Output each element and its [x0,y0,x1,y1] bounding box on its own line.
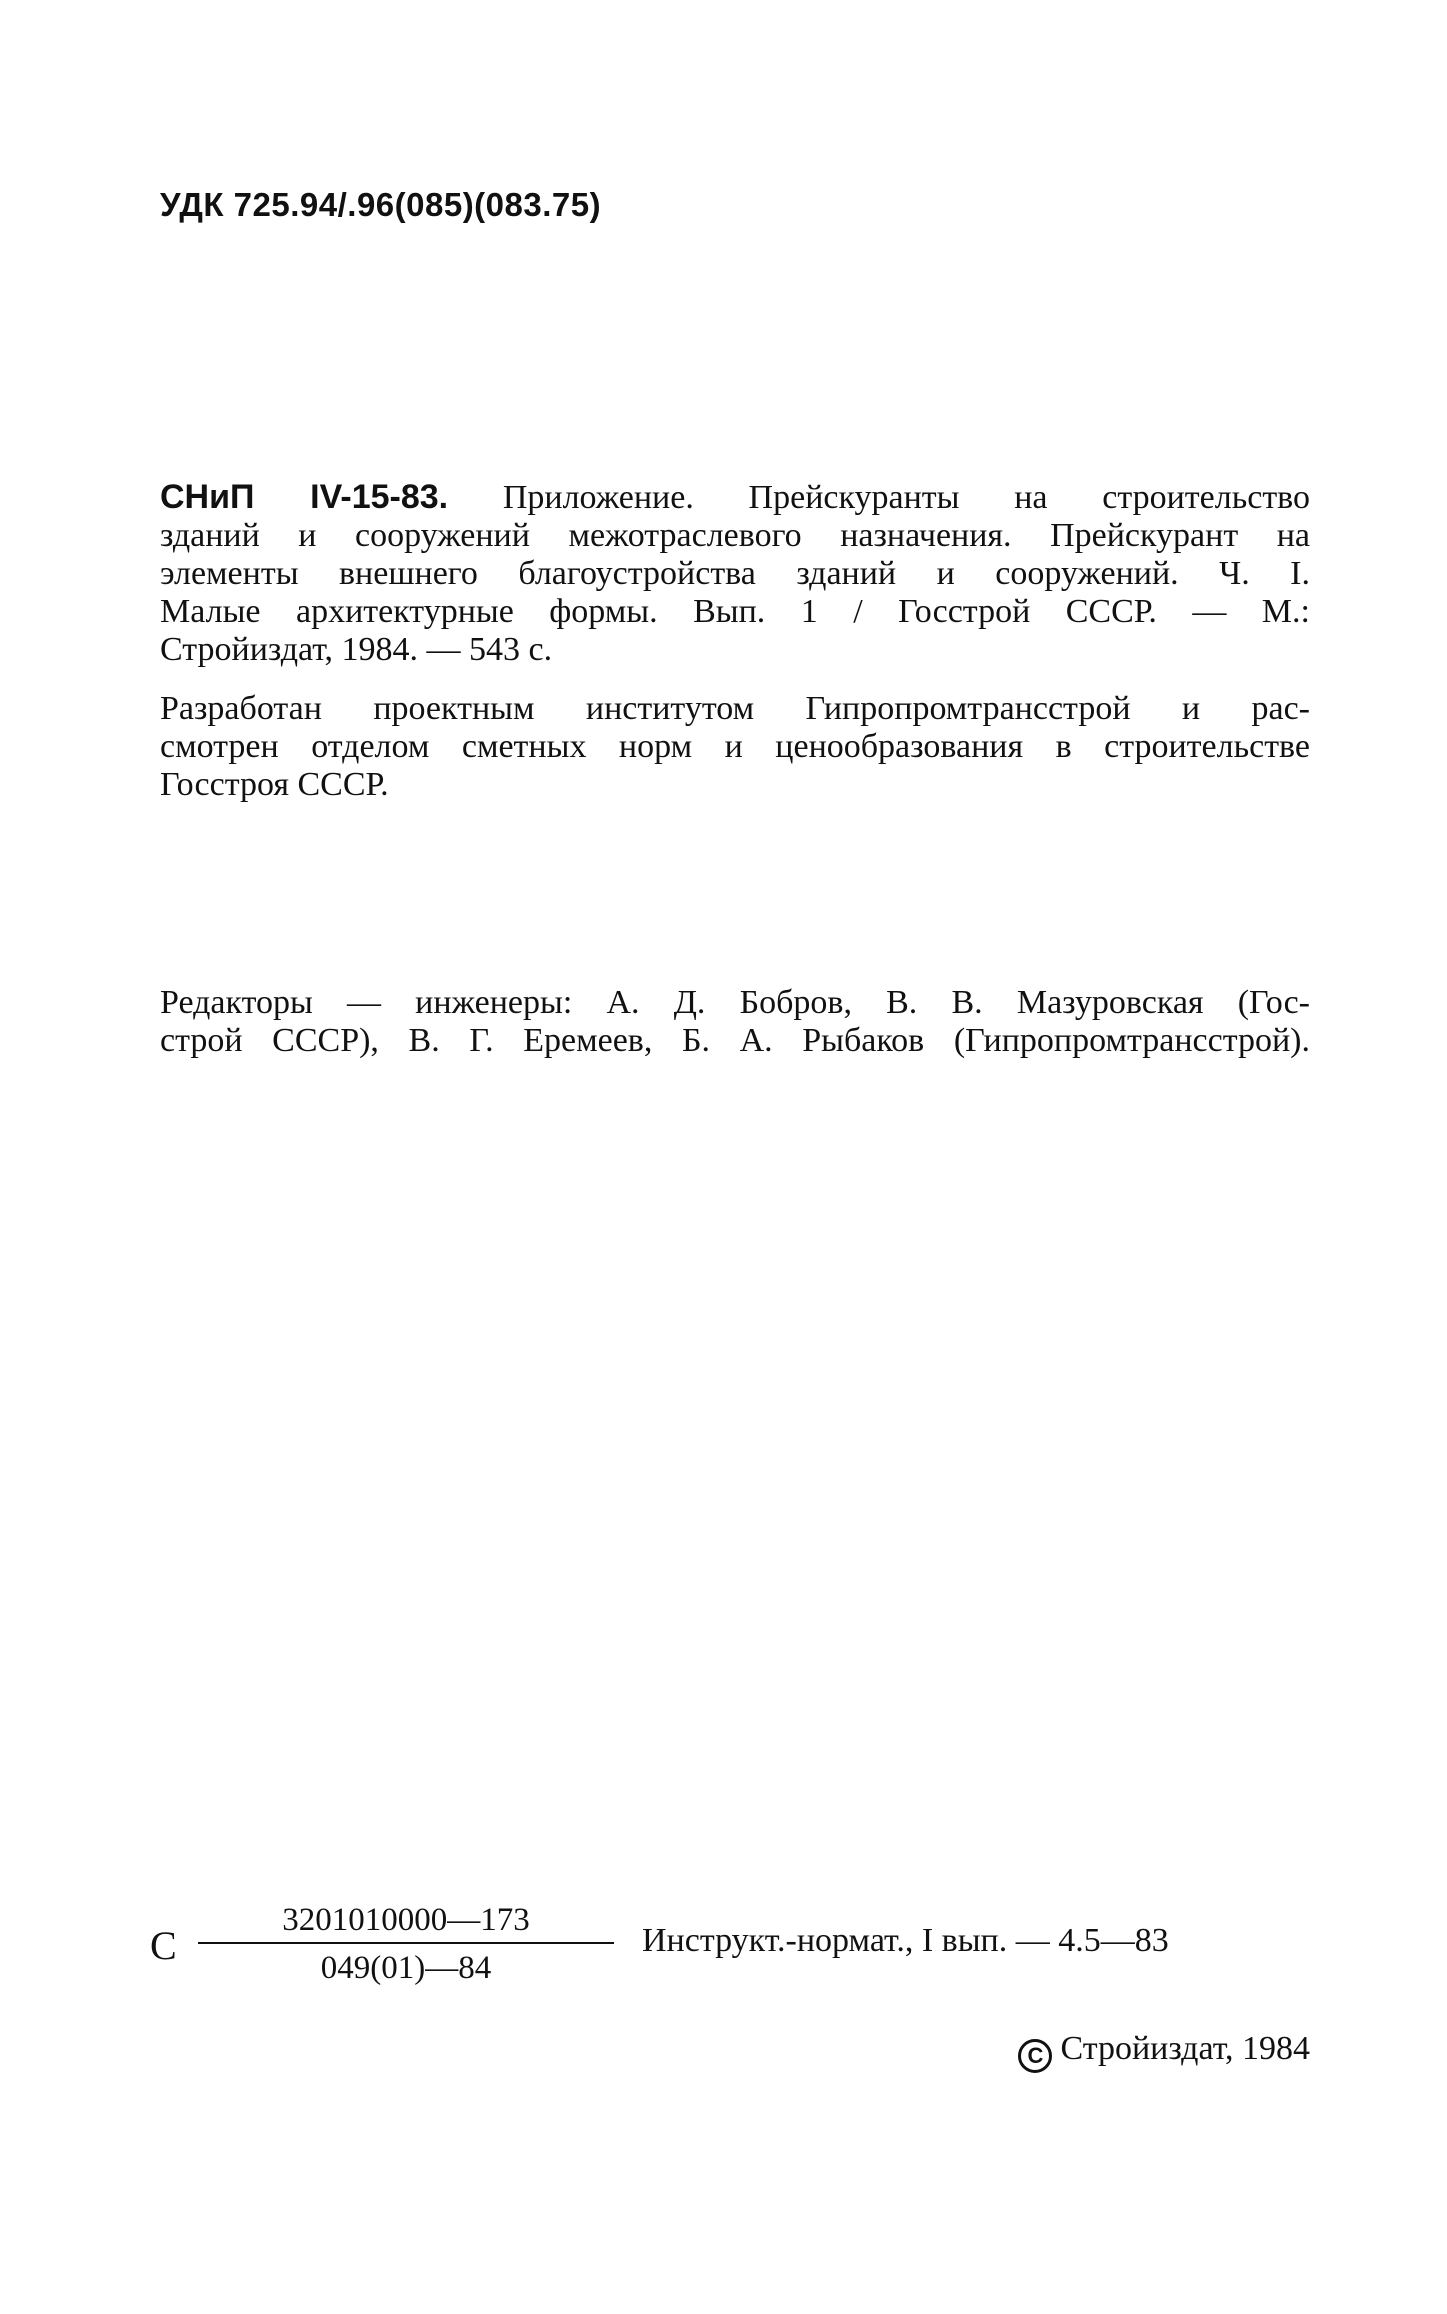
copyright-text: Стройиздат, 1984 [1060,2030,1310,2067]
editors-line-2: строй СССР), В. Г. Еремеев, Б. А. Рыбаков (Гипропромтрансстрой). [160,1022,1310,1059]
bib-line-2: зданий и сооружений межотраслевого назначения. Прейскурант на [160,517,1310,554]
editors-statement [160,984,1310,1060]
copyright-icon: C [1018,2039,1052,2073]
udk-code: УДК 725.94/.96(085)(083.75) [160,186,602,223]
code-letter: С [150,1923,177,1968]
dev-line-3: Госстроя СССР. [160,766,389,803]
code-description: Инструкт.-нормат., I вып. — 4.5—83 [642,1922,1169,1959]
fraction-bar [198,1942,614,1944]
code-numerator: 3201010000—173 [282,1902,530,1938]
code-fraction [192,1900,620,1988]
bib-line-4: Малые архитектурные формы. Вып. 1 / Госстрой СССР. — М.: [160,593,1310,630]
bib-line-1 [160,478,1310,517]
bib-line-5: Стройиздат, 1984. — 543 с. [160,631,553,668]
code-denominator: 049(01)—84 [320,1950,492,1986]
bib-lead: СНиП IV-15-83. [160,478,449,516]
developer-statement [160,690,1310,804]
bib-line-1-text: Приложение. Прейскуранты на строительство [448,479,1311,516]
publication-code [150,1900,1169,1990]
copyright-line [1018,2030,1310,2073]
bibliographic-description [160,478,1310,669]
editors-line-1: Редакторы — инженеры: А. Д. Бобров, В. В. Мазуровская (Гос- [160,984,1310,1021]
bib-line-3: элементы внешнего благоустройства зданий и сооружений. Ч. I. [160,555,1310,592]
dev-line-2: смотрен отделом сметных норм и ценообразования в строительстве [160,728,1310,765]
dev-line-1: Разработан проектным институтом Гипропромтрансстрой и рас- [160,690,1310,727]
